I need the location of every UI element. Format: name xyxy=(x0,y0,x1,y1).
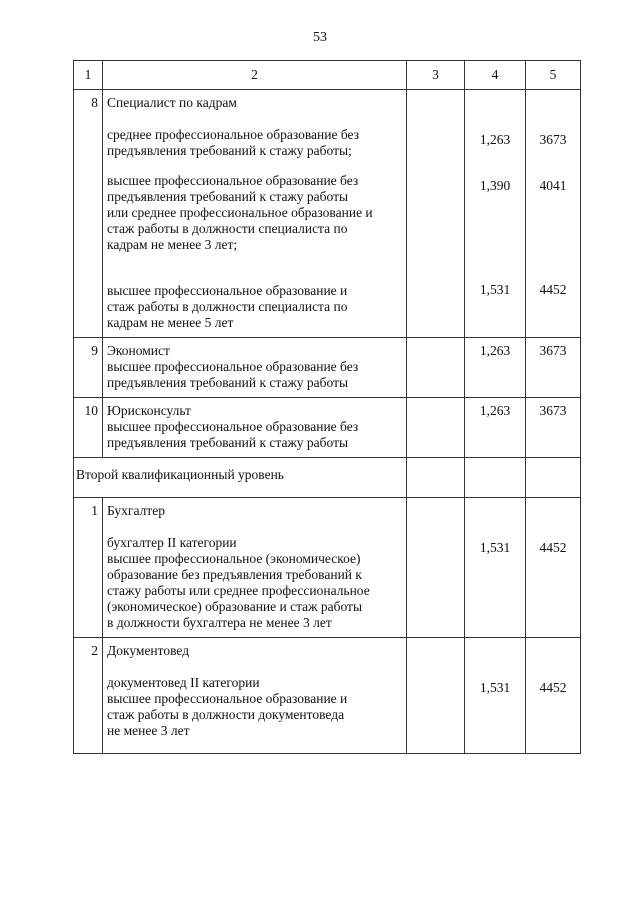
coefficient-value: 1,390 xyxy=(479,178,511,193)
coefficient-value: 1,531 xyxy=(479,282,511,297)
salary-cell xyxy=(526,498,581,638)
row-number: 2 xyxy=(74,638,103,754)
table-row xyxy=(74,90,581,338)
position-title: Документовед xyxy=(107,643,190,658)
qualification-table xyxy=(73,60,581,754)
requirement-text: высшее профессиональное образование без предъявления требований к стажу работы или среднее профессиональное образование и стаж работы в должности специалиста по кадрам не менее 3 лет; xyxy=(107,173,373,252)
requirement-text: документовед II категории высшее профессиональное образование и стаж работы в должности документоведа не менее 3 лет xyxy=(107,675,348,738)
salary-cell xyxy=(526,90,581,338)
column-header: 5 xyxy=(526,61,581,90)
column-header: 3 xyxy=(407,61,465,90)
requirement-text: среднее профессиональное образование без предъявления требований к стажу работы; xyxy=(107,127,360,158)
coefficient-cell xyxy=(465,90,526,338)
empty-cell xyxy=(407,458,465,498)
coefficient-cell xyxy=(465,498,526,638)
coefficient-value: 1,531 xyxy=(479,680,511,695)
row-number: 8 xyxy=(74,90,103,338)
group-heading-row xyxy=(74,458,581,498)
position-title: Экономист xyxy=(107,343,170,358)
position-title: Специалист по кадрам xyxy=(107,95,237,110)
salary-value: 4041 xyxy=(539,178,567,193)
table-row xyxy=(74,638,581,754)
position-description xyxy=(103,638,407,754)
page-number: 53 xyxy=(313,30,327,45)
row-number: 10 xyxy=(74,398,103,458)
table-row xyxy=(74,498,581,638)
empty-cell xyxy=(407,90,465,338)
column-header: 4 xyxy=(465,61,526,90)
salary-cell xyxy=(526,638,581,754)
coefficient-value: 1,263 xyxy=(465,338,526,398)
empty-cell xyxy=(407,338,465,398)
empty-cell xyxy=(465,458,526,498)
salary-value: 4452 xyxy=(539,680,567,695)
position-description xyxy=(103,498,407,638)
table-row xyxy=(74,398,581,458)
empty-cell xyxy=(407,398,465,458)
coefficient-cell xyxy=(465,638,526,754)
empty-cell xyxy=(407,498,465,638)
position-title: Бухгалтер xyxy=(107,503,165,518)
row-number: 9 xyxy=(74,338,103,398)
position-description xyxy=(103,338,407,398)
requirement-text: высшее профессиональное образование и стаж работы в должности специалиста по кадрам не менее 5 лет xyxy=(107,283,348,330)
empty-cell xyxy=(526,458,581,498)
coefficient-value: 1,263 xyxy=(479,132,511,147)
salary-value: 3673 xyxy=(526,398,581,458)
column-header: 1 xyxy=(74,61,103,90)
table-row xyxy=(74,338,581,398)
table-header-row xyxy=(74,61,581,90)
row-number: 1 xyxy=(74,498,103,638)
position-description xyxy=(103,90,407,338)
salary-value: 4452 xyxy=(539,540,567,555)
salary-value: 4452 xyxy=(539,282,567,297)
salary-value: 3673 xyxy=(526,338,581,398)
coefficient-value: 1,531 xyxy=(479,540,511,555)
column-header: 2 xyxy=(103,61,407,90)
position-description xyxy=(103,398,407,458)
group-heading: Второй квалификационный уровень xyxy=(74,458,407,498)
empty-cell xyxy=(407,638,465,754)
requirement-text: высшее профессиональное образование без предъявления требований к стажу работы xyxy=(107,419,359,450)
salary-value: 3673 xyxy=(539,132,567,147)
position-title: Юрисконсульт xyxy=(107,403,191,418)
requirement-text: бухгалтер II категории высшее профессиональное (экономическое) образование без предъявления требований к стажу работы или среднее профессиональное (экономическое) образование и стаж работы в должности бухгалтера не менее 3 лет xyxy=(107,535,370,630)
requirement-text: высшее профессиональное образование без предъявления требований к стажу работы xyxy=(107,359,359,390)
coefficient-value: 1,263 xyxy=(465,398,526,458)
